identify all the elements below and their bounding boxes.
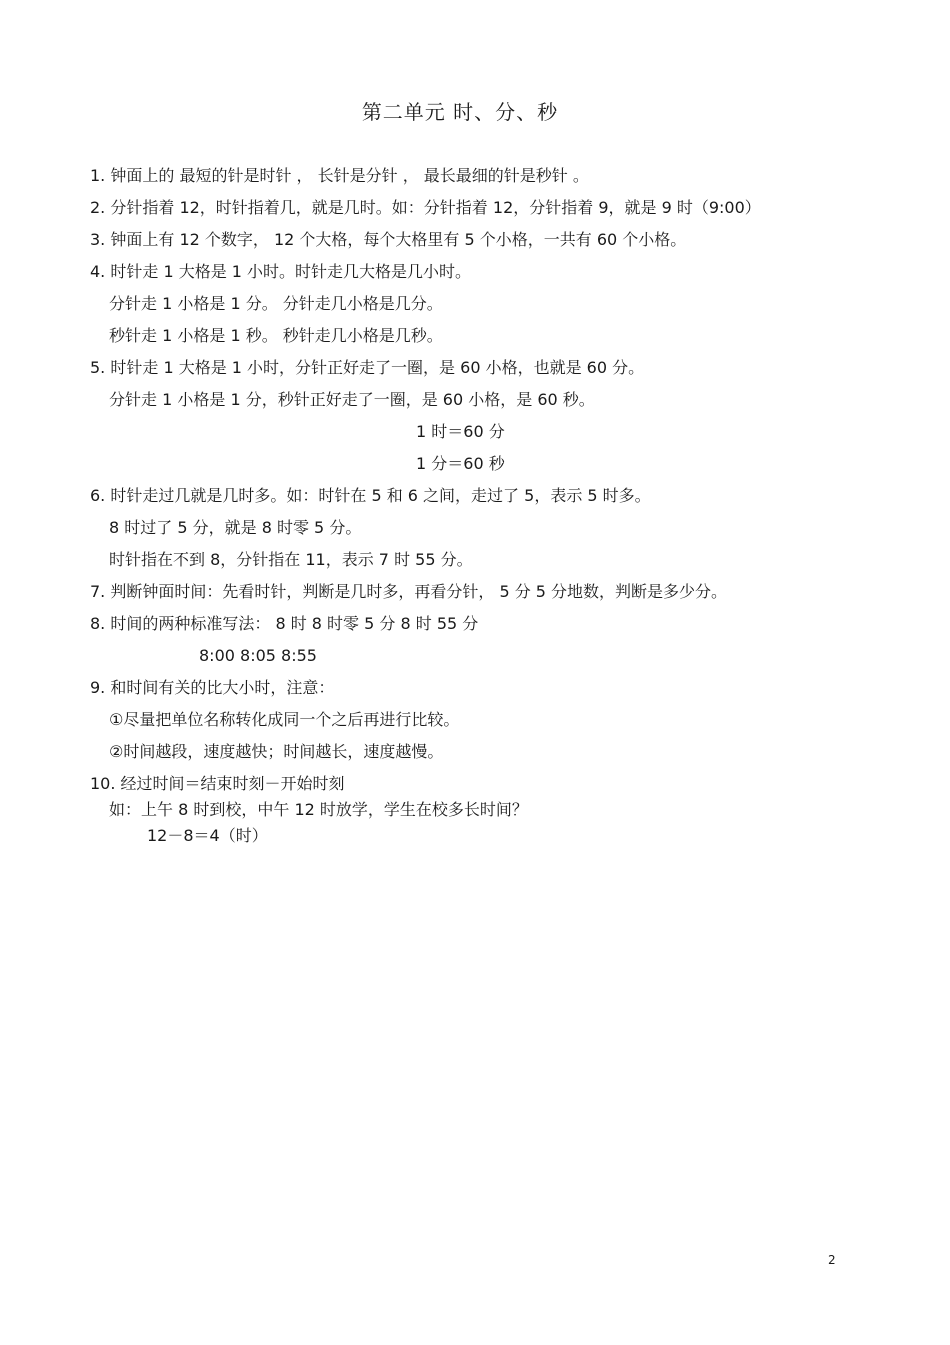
point-10-elapsed-time: 10. 经过时间＝结束时刻－开始时刻 (90, 774, 345, 793)
point-5-hour-minute: 5. 时针走 1 大格是 1 小时，分针正好走了一圈，是 60 小格，也就是 60 分。 (90, 358, 645, 377)
formula-hour-minute: 1 时＝60 分 (416, 422, 505, 441)
point-10-answer: 12－8＝4（时） (147, 826, 268, 845)
point-8-writing-formats: 8. 时间的两种标准写法： 8 时 8 时零 5 分 8 时 55 分 (90, 614, 479, 633)
point-4-second-hand: 秒针走 1 小格是 1 秒。 秒针走几小格是几秒。 (109, 326, 443, 345)
point-6-example-a: 8 时过了 5 分，就是 8 时零 5 分。 (109, 518, 362, 537)
page-number: 2 (828, 1253, 836, 1267)
formula-minute-second: 1 分＝60 秒 (416, 454, 505, 473)
point-7-reading-time: 7. 判断钟面时间：先看时针，判断是几时多，再看分针， 5 分 5 分地数，判断是多少分。 (90, 582, 728, 601)
point-9-comparison: 9. 和时间有关的比大小时，注意： (90, 678, 335, 697)
point-5-minute-second: 分针走 1 小格是 1 分，秒针正好走了一圈，是 60 小格，是 60 秒。 (109, 390, 595, 409)
point-4-minute-hand: 分针走 1 小格是 1 分。 分针走几小格是几分。 (109, 294, 443, 313)
point-10-example: 如：上午 8 时到校，中午 12 时放学，学生在校多长时间？ (109, 800, 528, 819)
point-1-clock-hands: 1. 钟面上的 最短的针是时针 ， 长针是分针 ， 最长最细的针是秒针 。 (90, 166, 589, 185)
point-8-digital-formats: 8:00 8:05 8:55 (199, 646, 317, 665)
point-9-note-1: ①尽量把单位名称转化成同一个之后再进行比较。 (109, 710, 460, 729)
point-4-hour-hand: 4. 时针走 1 大格是 1 小时。时针走几大格是几小时。 (90, 262, 472, 281)
unit-title: 第二单元 时、分、秒 (361, 100, 559, 124)
point-9-note-2: ②时间越段，速度越快；时间越长，速度越慢。 (109, 742, 444, 761)
point-3-clock-face: 3. 钟面上有 12 个数字， 12 个大格，每个大格里有 5 个小格，一共有 60 个小格。 (90, 230, 687, 249)
point-6-example-b: 时针指在不到 8，分针指在 11，表示 7 时 55 分。 (109, 550, 473, 569)
point-2-reading-hours: 2. 分针指着 12，时针指着几，就是几时。如：分针指着 12，分针指着 9，就是 9 时（9:00） (90, 198, 761, 217)
point-6-past-hour: 6. 时针走过几就是几时多。如：时针在 5 和 6 之间，走过了 5，表示 5 时多。 (90, 486, 651, 505)
